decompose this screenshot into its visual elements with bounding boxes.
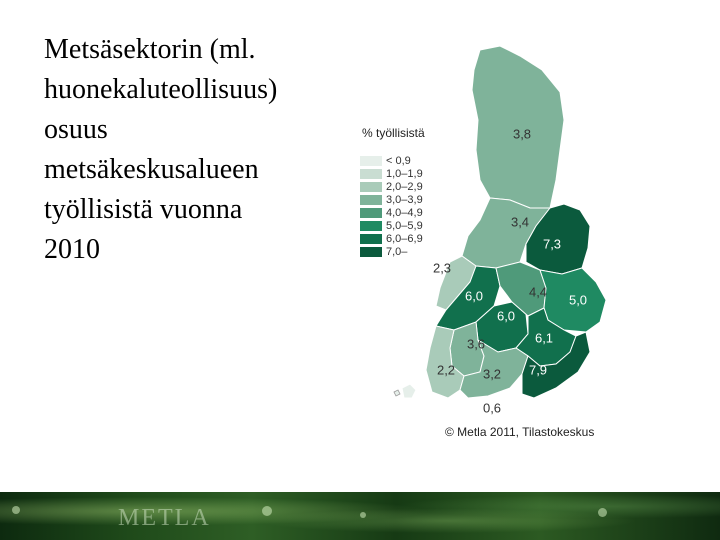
region-label-ahvenanmaa: 0,6 bbox=[482, 400, 502, 416]
footer-dot bbox=[598, 508, 607, 517]
legend-item bbox=[360, 167, 423, 180]
finland-map bbox=[350, 30, 680, 450]
legend-title: % työllisistä bbox=[362, 126, 425, 140]
legend-label: 1,0–1,9 bbox=[386, 167, 423, 180]
region-label-kainuu: 7,3 bbox=[542, 236, 562, 252]
legend-label: 4,0–4,9 bbox=[386, 206, 423, 219]
region-label-pohjois-savo: 4,4 bbox=[528, 284, 548, 300]
footer-dot bbox=[360, 512, 366, 518]
title-line: Metsäsektorin (ml. bbox=[44, 34, 256, 65]
legend-swatch bbox=[360, 208, 382, 218]
legend-label: 6,0–6,9 bbox=[386, 232, 423, 245]
legend-swatch bbox=[360, 169, 382, 179]
legend-item bbox=[360, 219, 423, 232]
legend-label: 3,0–3,9 bbox=[386, 193, 423, 206]
region-label-pohjois-pohjanmaa: 3,4 bbox=[510, 214, 530, 230]
legend-swatch bbox=[360, 182, 382, 192]
legend-label: 7,0– bbox=[386, 245, 408, 258]
footer-dot bbox=[262, 506, 272, 516]
title-line: työllisistä vuonna bbox=[44, 194, 243, 225]
island-small bbox=[394, 390, 400, 396]
region-ahvenanmaa bbox=[402, 384, 416, 398]
legend-swatch bbox=[360, 247, 382, 257]
legend-item bbox=[360, 245, 423, 258]
metla-logo: METLA bbox=[118, 505, 211, 531]
legend-swatch bbox=[360, 221, 382, 231]
region-label-kaakkois-suomi: 7,9 bbox=[528, 362, 548, 378]
region-label-pirkanmaa: 3,6 bbox=[466, 336, 486, 352]
legend-item bbox=[360, 206, 423, 219]
legend-label: < 0,9 bbox=[386, 154, 411, 167]
region-label-keski-suomi: 6,0 bbox=[496, 308, 516, 324]
region-label-hame-uusimaa: 3,2 bbox=[482, 366, 502, 382]
slide-title bbox=[44, 30, 334, 270]
region-label-lounais-suomi: 2,2 bbox=[436, 362, 456, 378]
legend-item bbox=[360, 193, 423, 206]
region-label-etela-savo: 6,1 bbox=[534, 330, 554, 346]
region-label-lappi: 3,8 bbox=[512, 126, 532, 142]
region-label-pohjois-karjala: 5,0 bbox=[568, 292, 588, 308]
legend-swatch bbox=[360, 234, 382, 244]
title-line: osuus bbox=[44, 114, 108, 145]
legend-item bbox=[360, 180, 423, 193]
legend bbox=[360, 154, 423, 258]
footer-band bbox=[0, 492, 720, 540]
legend-swatch bbox=[360, 156, 382, 166]
map-credit: © Metla 2011, Tilastokeskus bbox=[445, 425, 595, 439]
region-label-etela-pohjanmaa: 6,0 bbox=[464, 288, 484, 304]
region-label-rannikko-pohjanmaa: 2,3 bbox=[432, 260, 452, 276]
legend-label: 2,0–2,9 bbox=[386, 180, 423, 193]
legend-label: 5,0–5,9 bbox=[386, 219, 423, 232]
legend-swatch bbox=[360, 195, 382, 205]
legend-item bbox=[360, 232, 423, 245]
title-line: metsäkeskusalueen bbox=[44, 154, 259, 185]
legend-item bbox=[360, 154, 423, 167]
title-line: 2010 bbox=[44, 234, 100, 265]
title-line: huonekaluteollisuus) bbox=[44, 74, 278, 105]
footer-dot bbox=[12, 506, 20, 514]
